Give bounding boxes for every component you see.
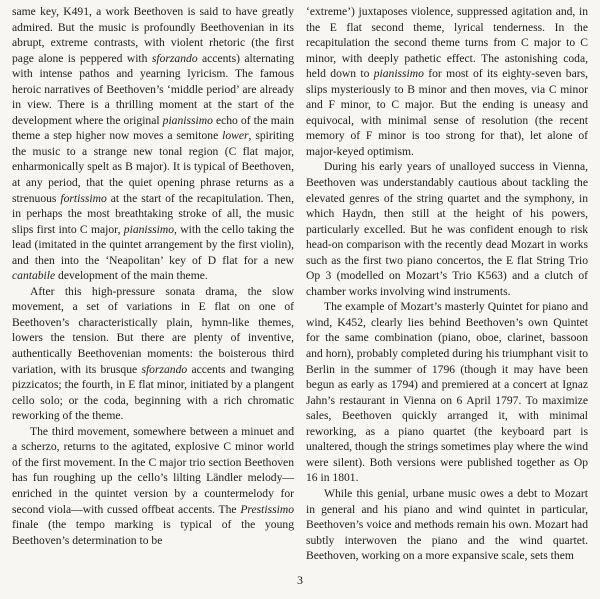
text-run: While this genial, urbane music owes a debt to Mozart in general and his piano and wind quintet in particular, Beethoven’s voice and methods remain his own. Mozart had subtly interwoven the piano and the wind quartet. Beethoven, working on a more expansive scale, sets them [306, 486, 588, 563]
text-run: , spiriting the music to a strange new tonal region (C flat major, enharmonically spelt as B major). It is typical of Beethoven, at any period, that the quiet opening phrase returns as a strenuous [12, 129, 294, 205]
paragraph-continuation [12, 4, 294, 284]
text-run: The third movement, somewhere between a minuet and a scherzo, returns to the agitated, explosive C minor world of the first movement. In the C major trio section Beethoven has fun roughing up the cello’s lilting Ländler melody—enriched in the quintet version by a countermelody for second viola—with cussed offbeat accents. The [12, 424, 294, 516]
text-run: After this high-pressure sonata drama, the slow movement, a set of variations in E flat on one of Beethoven’s characteristically plain, hymn-like themes, lowers the tension. But there are plenty of inventive, authentically Beethovenian moments: the boisterous third variation, with its brusque [12, 284, 294, 376]
text-run: The example of Mozart’s masterly Quintet for piano and wind, K452, clearly lies behind Beethoven’s own Quintet for the same combination (piano, oboe, clarinet, bassoon and horn), probably completed during his triumphant visit to Berlin in the summer of 1796 (though it may have been begun as early as 1794) and premiered at a concert at Ignaz Jahn’s restaurant in Vienna on 6 April 1797. To maximize sales, Beethoven quickly arranged it, with minimal reworking, as a piano quartet (the keyboard part is unaltered, though the strings sometimes play where the wind were silent). Both versions were published together as Op 16 in 1801. [306, 300, 588, 485]
text-run: finale (the tempo marking is typical of the young Beethoven’s determination to be [12, 518, 294, 547]
text-run: accents) alternating with intense pathos and yearning lyricism. The famous heroic narratives of Beethoven’s ‘middle period’ are already in view. There is a thrilling moment at the start of the development where the original [12, 51, 294, 127]
italic-term: sforzando [141, 362, 188, 376]
text-run: development of the main theme. [55, 269, 208, 283]
paragraph [12, 284, 294, 424]
paragraph [306, 159, 588, 299]
paragraph [12, 424, 294, 548]
italic-term: lower [222, 129, 249, 143]
text-run: accents and twanging pizzicatos; the fourth, in E flat minor, initiated by a plangent cello solo; or the coda, beginning with a rich chromatic reworking of the theme. [12, 362, 294, 423]
italic-term: cantabile [12, 269, 56, 283]
italic-term: pianissimo [162, 113, 213, 127]
text-run: same key, K491, a work Beethoven is said to have greatly admired. But the music is profoundly Beethovenian in its abrupt, extreme contrasts, with violent rhetoric (the first page alone is peppered with [12, 5, 294, 65]
text-run: During his early years of unalloyed success in Vienna, Beethoven was understandably cautious about tackling the elevated genres of the string quartet and the symphony, in which Haydn, then still at the height of his powers, particularly excelled. But he was confident enough to risk head-on comparison with the recently dead Mozart in works such as the first two piano concertos, the E flat String Trio Op 3 (modelled on Mozart’s Trio K563) and a clutch of chamber works involving wind instruments. [306, 160, 588, 298]
text-run: echo of the main theme a step higher now moves a semitone [12, 113, 294, 143]
paragraph [306, 299, 588, 486]
italic-term: pianissimo [373, 67, 424, 81]
text-run: ‘extreme’) juxtaposes violence, suppressed agitation and, in the E flat second theme, lyrical tenderness. In the recapitulation the second theme turns from C major to C minor, with deeply pathetic effect. The astonishing coda, held down to [306, 5, 588, 81]
italic-term: Prestissimo [240, 502, 294, 516]
text-run: for most of its eighty-seven bars, slips mysteriously to B minor and then moves, via C minor and F minor, to C major. But the ending is uneasy and equivocal, with minimal sense of resolution (the recent memory of F minor is too strong for that), let alone of major-keyed optimism. [306, 67, 588, 158]
page-number: 3 [297, 573, 303, 587]
paragraph-continuation [306, 4, 588, 159]
text-run: , with the cello taking the lead (imitated in the quintet arrangement by the first violin), and then into the ‘Neapolitan’ key of D flat for a new [12, 222, 294, 267]
italic-term: pianissimo [123, 222, 175, 236]
left-column [12, 4, 294, 548]
paragraph [306, 486, 588, 564]
italic-term: sforzando [151, 51, 198, 65]
text-run: at the start of the recapitulation. Then, in perhaps the most breathtaking stroke of all, the music slips first into C major, [12, 191, 294, 236]
right-column [306, 4, 588, 564]
italic-term: fortissimo [60, 191, 107, 205]
